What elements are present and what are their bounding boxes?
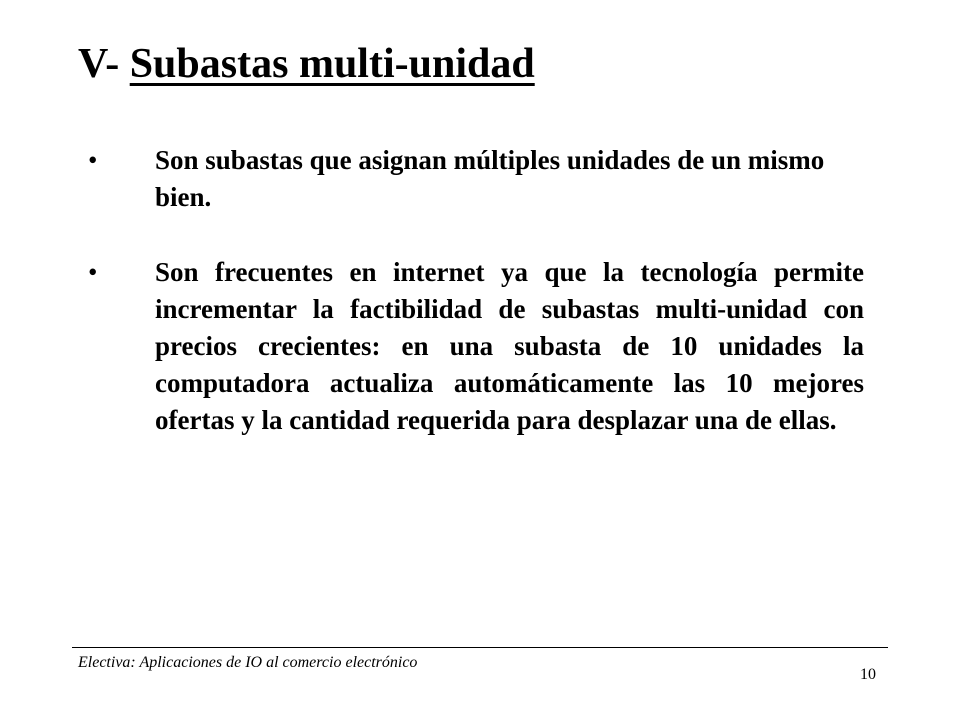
page-number: 10 [860, 666, 876, 683]
footer-course-name: Electiva: Aplicaciones de IO al comercio electrónico [78, 654, 418, 671]
bullet-list [88, 142, 864, 439]
bullet-marker: • [88, 145, 98, 175]
title-main: Subastas multi-unidad [129, 41, 535, 87]
footer-divider [72, 647, 888, 648]
bullet-marker: • [88, 257, 98, 287]
title-prefix: V- [78, 41, 130, 87]
bullet-item-1 [88, 142, 864, 216]
slide-title [78, 36, 535, 92]
bullet-item-2 [88, 254, 864, 439]
bullet-text: Son frecuentes en internet ya que la tecnología permite incrementar la factibilidad de subastas multi-unidad con precios crecientes: en una subasta de 10 unidades la computadora actualiza automáticamente las 10 mejores ofertas y la cantidad requerida para desplazar una de ellas. [155, 257, 864, 435]
bullet-text: Son subastas que asignan múltiples unidades de un mismo bien. [155, 145, 825, 212]
